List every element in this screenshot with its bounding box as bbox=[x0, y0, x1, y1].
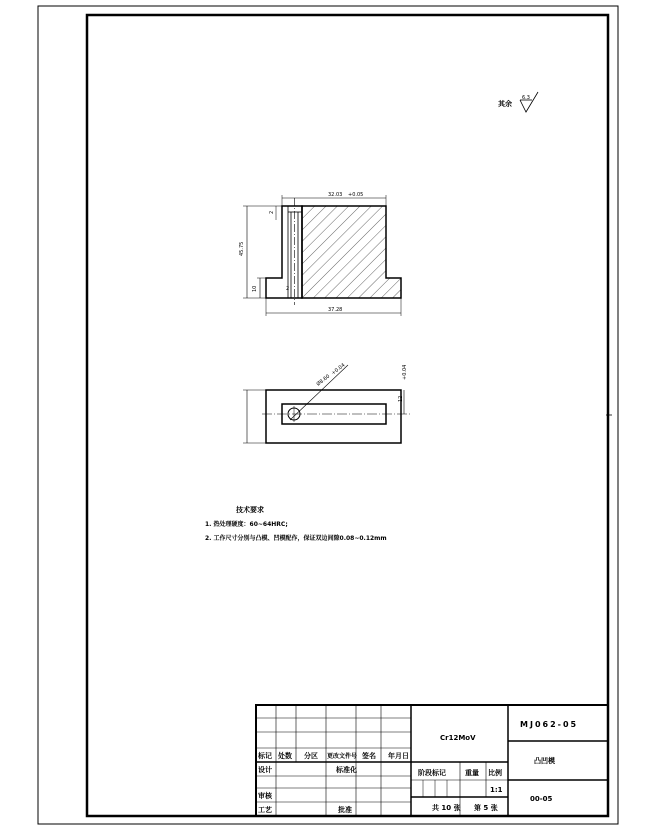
tb-standard: 标准化 bbox=[336, 766, 357, 774]
tb-h-date: 年月日 bbox=[388, 752, 409, 760]
dim-top-tol: +0.05 bbox=[348, 192, 364, 198]
dim-depth: 12 bbox=[398, 395, 404, 402]
drawing-frame bbox=[87, 15, 608, 816]
roughness-value: 6.3 bbox=[522, 95, 530, 101]
tb-code: 00-05 bbox=[530, 795, 553, 803]
dim-bottom-width: 37.28 bbox=[328, 307, 343, 313]
tb-part-name: 凸凹模 bbox=[534, 757, 555, 765]
dim-hole-note: 2 bbox=[286, 286, 290, 292]
dim-small: 2 bbox=[269, 210, 275, 214]
tb-drawing-no: MJ062-05 bbox=[520, 720, 579, 729]
tech-item-2: 2. 工作尺寸分别与凸模、凹模配作，保证双边间隙0.08~0.12mm bbox=[205, 535, 387, 542]
front-view bbox=[239, 192, 401, 316]
tb-stage-mark: 阶段标记 bbox=[418, 769, 446, 777]
tech-title: 技术要求 bbox=[236, 506, 264, 514]
tb-sheet-no: 第 5 张 bbox=[474, 804, 498, 812]
top-view bbox=[243, 362, 410, 443]
tb-h-sign: 签名 bbox=[362, 752, 376, 760]
tech-item-1: 1. 热处理硬度：60~64HRC; bbox=[205, 521, 288, 528]
tb-h-zone: 分区 bbox=[304, 752, 318, 760]
tb-approve: 批准 bbox=[338, 806, 352, 814]
tb-designer: 设计 bbox=[258, 766, 272, 774]
tb-scale: 1:1 bbox=[490, 786, 503, 794]
tb-material: Cr12MoV bbox=[440, 734, 476, 742]
tb-process: 工艺 bbox=[258, 806, 272, 814]
tb-weight: 重量 bbox=[465, 769, 479, 777]
tb-sheets-total: 共 10 张 bbox=[432, 804, 461, 812]
tb-scale-label: 比例 bbox=[488, 769, 502, 777]
roughness-prefix: 其余 bbox=[498, 100, 512, 108]
tb-h-doc: 更改文件号 bbox=[327, 753, 358, 760]
dim-hole-tol: +0.04 bbox=[330, 362, 347, 377]
tb-h-mark: 标记 bbox=[258, 752, 272, 760]
dim-hole: Ø8.60 bbox=[315, 373, 332, 388]
dim-base: 10 bbox=[252, 285, 258, 292]
roughness-symbol bbox=[498, 92, 538, 112]
dim-height: 45.75 bbox=[239, 241, 245, 256]
dim-top-width: 32.03 bbox=[328, 192, 343, 198]
tb-reviewer: 审核 bbox=[258, 792, 272, 800]
dim-side-tol: +0.04 bbox=[402, 364, 408, 380]
tb-h-count: 处数 bbox=[278, 752, 292, 760]
title-block bbox=[256, 705, 608, 816]
sheet-border bbox=[38, 6, 618, 824]
